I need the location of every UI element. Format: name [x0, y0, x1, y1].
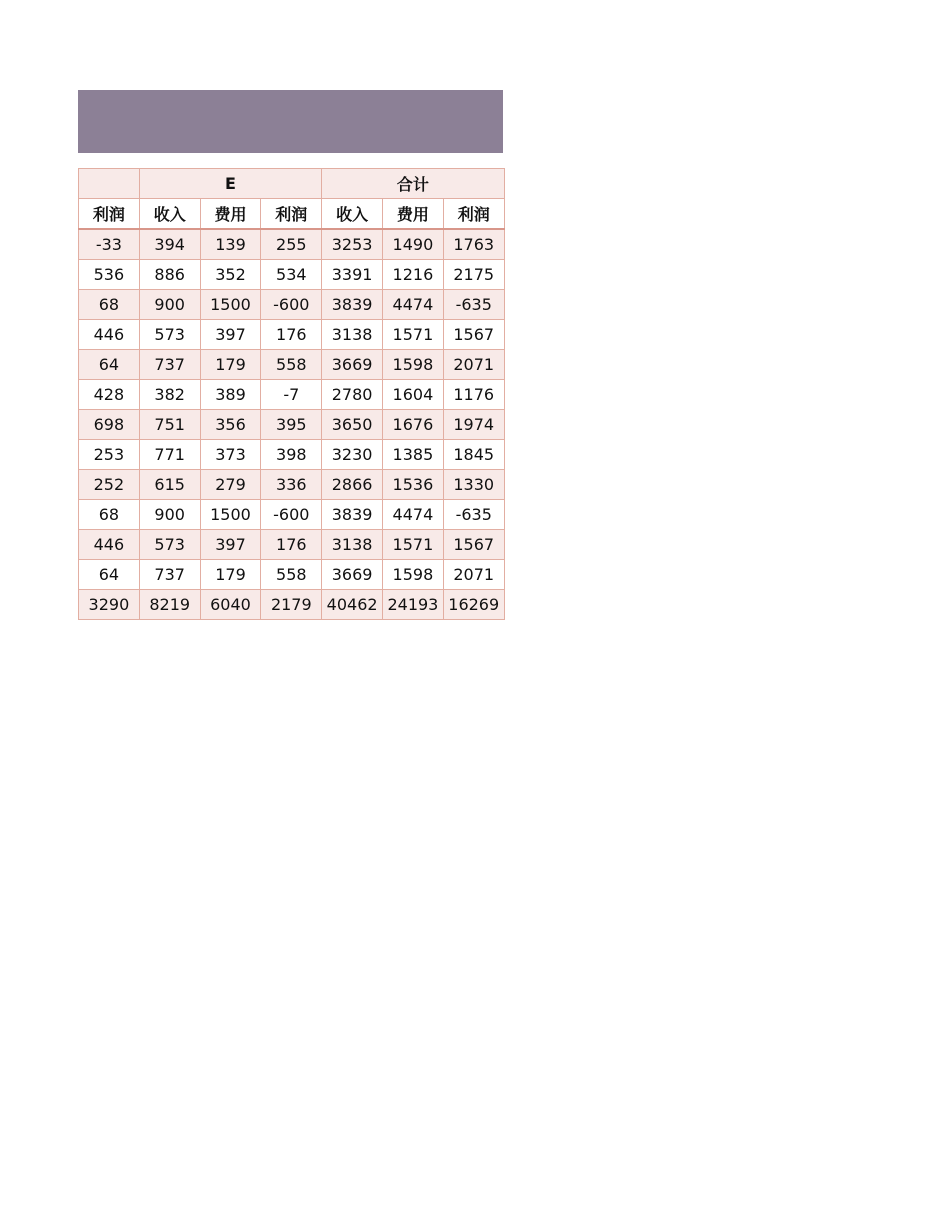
- column-header-row: [79, 199, 505, 230]
- table-cell[interactable]: 3253: [322, 229, 383, 260]
- table-cell[interactable]: 64: [79, 350, 140, 380]
- group-header-row: [79, 169, 505, 199]
- table-cell[interactable]: 68: [79, 500, 140, 530]
- table-cell[interactable]: 179: [200, 350, 261, 380]
- table-cell[interactable]: 1598: [383, 560, 444, 590]
- table-cell[interactable]: 398: [261, 440, 322, 470]
- table-cell[interactable]: 737: [139, 560, 200, 590]
- group-header-total[interactable]: 合计: [322, 169, 504, 199]
- table-cell[interactable]: 336: [261, 470, 322, 500]
- table-cell[interactable]: -635: [443, 500, 504, 530]
- table-cell[interactable]: 1500: [200, 290, 261, 320]
- column-header[interactable]: 收入: [139, 199, 200, 230]
- table-cell[interactable]: 2071: [443, 560, 504, 590]
- group-header-blank[interactable]: [79, 169, 140, 199]
- table-cell[interactable]: 428: [79, 380, 140, 410]
- table-cell[interactable]: 446: [79, 530, 140, 560]
- table-cell[interactable]: 1176: [443, 380, 504, 410]
- table-cell[interactable]: 253: [79, 440, 140, 470]
- table-cell[interactable]: 179: [200, 560, 261, 590]
- table-cell[interactable]: 3138: [322, 530, 383, 560]
- table-cell[interactable]: 1216: [383, 260, 444, 290]
- table-cell[interactable]: 252: [79, 470, 140, 500]
- table-cell[interactable]: -600: [261, 290, 322, 320]
- column-header[interactable]: 收入: [322, 199, 383, 230]
- table-body: [79, 229, 505, 620]
- table-cell[interactable]: 3230: [322, 440, 383, 470]
- table-cell[interactable]: 1567: [443, 320, 504, 350]
- table-cell[interactable]: 615: [139, 470, 200, 500]
- table-cell[interactable]: 139: [200, 229, 261, 260]
- table-cell[interactable]: 1330: [443, 470, 504, 500]
- table-row: [79, 290, 505, 320]
- table-cell[interactable]: 64: [79, 560, 140, 590]
- group-header-e[interactable]: E: [139, 169, 321, 199]
- table-cell[interactable]: 751: [139, 410, 200, 440]
- table-cell[interactable]: 1571: [383, 530, 444, 560]
- table-cell[interactable]: 373: [200, 440, 261, 470]
- table-cell[interactable]: 397: [200, 320, 261, 350]
- table-cell[interactable]: 886: [139, 260, 200, 290]
- table-cell[interactable]: 2175: [443, 260, 504, 290]
- table-cell[interactable]: 698: [79, 410, 140, 440]
- title-banner: [78, 90, 503, 153]
- table-cell[interactable]: 536: [79, 260, 140, 290]
- table-cell[interactable]: 1598: [383, 350, 444, 380]
- table-cell[interactable]: 1385: [383, 440, 444, 470]
- column-header[interactable]: 费用: [200, 199, 261, 230]
- table-cell[interactable]: 1604: [383, 380, 444, 410]
- table-cell[interactable]: 558: [261, 560, 322, 590]
- table-row: [79, 530, 505, 560]
- table-row: [79, 440, 505, 470]
- table-cell[interactable]: 389: [200, 380, 261, 410]
- table-cell[interactable]: 900: [139, 290, 200, 320]
- table-row: [79, 320, 505, 350]
- table-row: [79, 410, 505, 440]
- table-row: [79, 229, 505, 260]
- column-header[interactable]: 利润: [79, 199, 140, 230]
- table-cell[interactable]: -33: [79, 229, 140, 260]
- table-cell[interactable]: 771: [139, 440, 200, 470]
- total-cell[interactable]: 6040: [200, 590, 261, 620]
- table-cell[interactable]: 3839: [322, 290, 383, 320]
- table-cell[interactable]: 1500: [200, 500, 261, 530]
- table-cell[interactable]: 1571: [383, 320, 444, 350]
- table-row: [79, 560, 505, 590]
- column-header[interactable]: 利润: [443, 199, 504, 230]
- column-header[interactable]: 费用: [383, 199, 444, 230]
- table-cell[interactable]: 352: [200, 260, 261, 290]
- table-cell[interactable]: 1676: [383, 410, 444, 440]
- table-cell[interactable]: 3650: [322, 410, 383, 440]
- table-cell[interactable]: 68: [79, 290, 140, 320]
- total-cell[interactable]: 3290: [79, 590, 140, 620]
- table-cell[interactable]: 3669: [322, 350, 383, 380]
- table-cell[interactable]: 382: [139, 380, 200, 410]
- data-table: [78, 168, 505, 620]
- table-cell[interactable]: 558: [261, 350, 322, 380]
- table-row: [79, 350, 505, 380]
- table-cell[interactable]: 3839: [322, 500, 383, 530]
- table-cell[interactable]: 900: [139, 500, 200, 530]
- table-cell[interactable]: 2866: [322, 470, 383, 500]
- table-cell[interactable]: 3669: [322, 560, 383, 590]
- table-cell[interactable]: -7: [261, 380, 322, 410]
- table-cell[interactable]: 573: [139, 320, 200, 350]
- table-cell[interactable]: 737: [139, 350, 200, 380]
- table-cell[interactable]: 573: [139, 530, 200, 560]
- table-row: [79, 500, 505, 530]
- total-cell[interactable]: 24193: [383, 590, 444, 620]
- table-cell[interactable]: 446: [79, 320, 140, 350]
- table-cell[interactable]: 1763: [443, 229, 504, 260]
- total-cell[interactable]: 2179: [261, 590, 322, 620]
- table-cell[interactable]: 394: [139, 229, 200, 260]
- table-cell[interactable]: 534: [261, 260, 322, 290]
- table-cell[interactable]: 2780: [322, 380, 383, 410]
- table-cell[interactable]: 4474: [383, 500, 444, 530]
- table-cell[interactable]: 1567: [443, 530, 504, 560]
- column-header[interactable]: 利润: [261, 199, 322, 230]
- total-cell[interactable]: 8219: [139, 590, 200, 620]
- table-cell[interactable]: 176: [261, 530, 322, 560]
- table-cell[interactable]: 397: [200, 530, 261, 560]
- table-cell[interactable]: 1490: [383, 229, 444, 260]
- table-cell[interactable]: 3391: [322, 260, 383, 290]
- table-cell[interactable]: 356: [200, 410, 261, 440]
- table-cell[interactable]: -635: [443, 290, 504, 320]
- totals-row: [79, 590, 505, 620]
- table-cell[interactable]: 395: [261, 410, 322, 440]
- table-cell[interactable]: 176: [261, 320, 322, 350]
- total-cell[interactable]: 40462: [322, 590, 383, 620]
- table-cell[interactable]: 1536: [383, 470, 444, 500]
- table-cell[interactable]: 4474: [383, 290, 444, 320]
- table-cell[interactable]: 2071: [443, 350, 504, 380]
- table-cell[interactable]: 3138: [322, 320, 383, 350]
- table-cell[interactable]: -600: [261, 500, 322, 530]
- table-cell[interactable]: 279: [200, 470, 261, 500]
- table-row: [79, 470, 505, 500]
- table-cell[interactable]: 255: [261, 229, 322, 260]
- table-cell[interactable]: 1845: [443, 440, 504, 470]
- table-row: [79, 260, 505, 290]
- table-row: [79, 380, 505, 410]
- total-cell[interactable]: 16269: [443, 590, 504, 620]
- table-cell[interactable]: 1974: [443, 410, 504, 440]
